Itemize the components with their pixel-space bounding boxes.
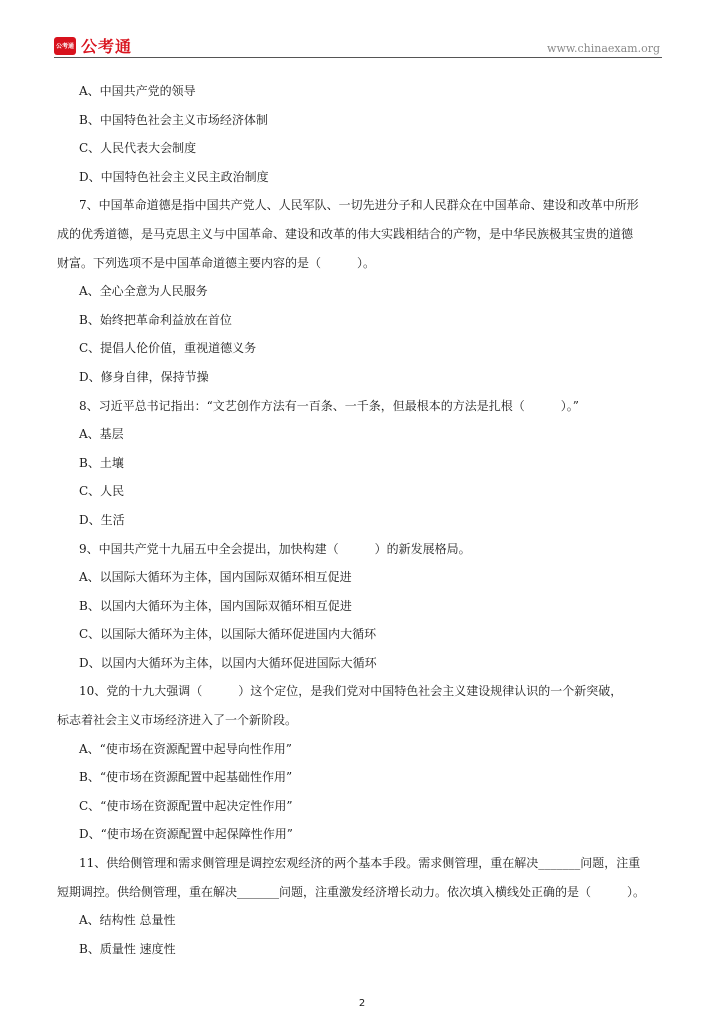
- text-line: B、质量性 速度性: [79, 941, 176, 956]
- text-line: B、中国特色社会主义市场经济体制: [79, 112, 268, 127]
- text-line: B、“使市场在资源配置中起基础性作用”: [79, 770, 293, 785]
- text-line: 标志着社会主义市场经济进入了一个新阶段。: [57, 713, 298, 728]
- text-line: B、土壤: [79, 455, 124, 470]
- text-line: C、人民代表大会制度: [79, 141, 197, 156]
- text-line: 11、供给侧管理和需求侧管理是调控宏观经济的两个基本手段。需求侧管理，重在解决_______问题，注重: [79, 856, 641, 871]
- text-line: D、生活: [79, 512, 125, 527]
- site-url: www.chinaexam.org: [547, 42, 660, 55]
- text-line: B、以国内大循环为主体，国内国际双循环相互促进: [79, 598, 352, 613]
- text-line: A、基层: [79, 427, 124, 442]
- header-divider: [54, 57, 662, 58]
- text-line: 9、中国共产党十九届五中全会提出，加快构建（ ）的新发展格局。: [79, 541, 471, 556]
- text-line: A、以国际大循环为主体，国内国际双循环相互促进: [79, 570, 352, 585]
- text-line: 成的优秀道德，是马克思主义与中国革命、建设和改革的伟大实践相结合的产物，是中华民族极其宝贵的道德: [57, 226, 634, 241]
- text-line: 10、党的十九大强调（ ）这个定位，是我们党对中国特色社会主义建设规律认识的一个新突破，: [79, 684, 623, 699]
- page-header: [54, 32, 662, 58]
- text-line: A、结构性 总量性: [79, 913, 176, 928]
- text-line: D、中国特色社会主义民主政治制度: [79, 169, 269, 184]
- text-line: C、提倡人伦价值，重视道德义务: [79, 341, 257, 356]
- text-line: C、“使市场在资源配置中起决定性作用”: [79, 798, 293, 813]
- text-line: 短期调控。供给侧管理，重在解决_______问题，注重激发经济增长动力。依次填入横线处正确的是（ ）。: [57, 884, 646, 899]
- logo-text: 公考通: [81, 37, 133, 56]
- document-body: [57, 77, 677, 963]
- text-line: 财富。下列选项不是中国革命道德主要内容的是（ ）。: [57, 255, 376, 270]
- text-line: A、中国共产党的领导: [79, 84, 196, 98]
- text-line: C、以国际大循环为主体，以国际大循环促进国内大循环: [79, 627, 377, 642]
- page-number: 2: [358, 998, 366, 1009]
- text-line: D、“使市场在资源配置中起保障性作用”: [79, 827, 293, 842]
- logo-badge: 公考通: [54, 37, 76, 55]
- text-line: C、人民: [79, 484, 125, 499]
- text-line: 8、习近平总书记指出：“文艺创作方法有一百条、一千条，但最根本的方法是扎根（ ）。”: [79, 398, 579, 413]
- text-line: B、始终把革命利益放在首位: [79, 312, 232, 327]
- logo: [54, 34, 132, 57]
- text-line: A、“使市场在资源配置中起导向性作用”: [79, 741, 292, 756]
- text-line: D、以国内大循环为主体，以国内大循环促进国际大循环: [79, 655, 377, 670]
- text-line: D、修身自律，保持节操: [79, 369, 209, 384]
- text-line: 7、中国革命道德是指中国共产党人、人民军队、一切先进分子和人民群众在中国革命、建设和改革中所形: [79, 198, 639, 213]
- text-line: A、全心全意为人民服务: [79, 284, 208, 299]
